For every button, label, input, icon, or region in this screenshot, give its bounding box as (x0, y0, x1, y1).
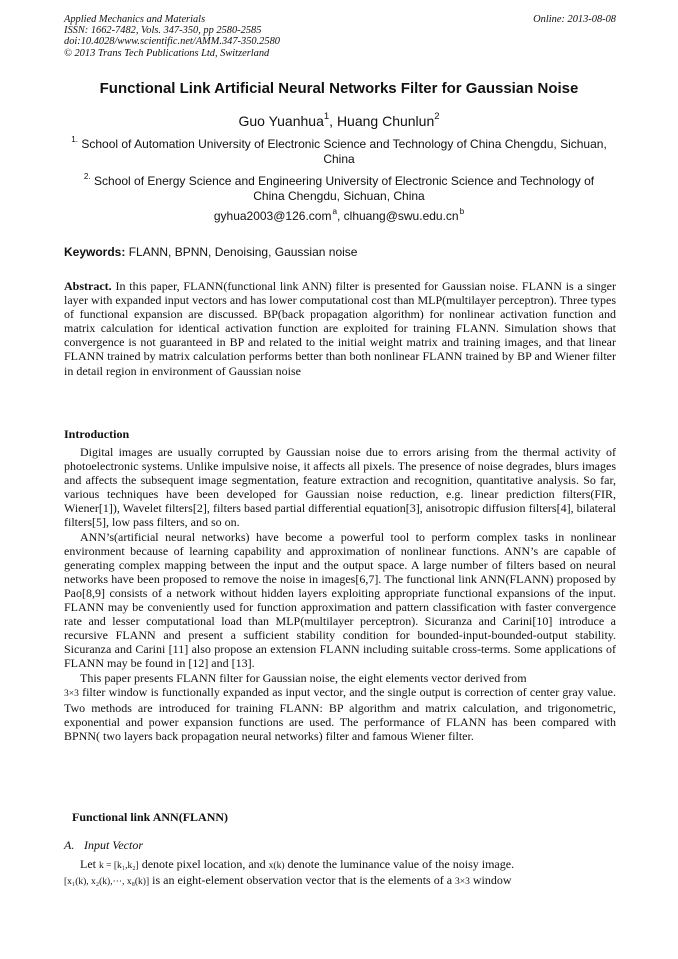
keywords (64, 245, 616, 260)
math-observation-vector: [x₁(k), x₂(k),⋯, x₈(k)] (64, 877, 150, 888)
journal-copyright: © 2013 Trans Tech Publications Ltd, Switzerland (64, 47, 270, 59)
online-date: Online: 2013-08-08 (533, 14, 616, 25)
paragraph (64, 671, 616, 743)
paragraph-text: window (469, 873, 512, 888)
paragraph-text: is an eight-element observation vector that is the elements of a (149, 873, 456, 888)
subsection-heading (64, 838, 143, 852)
author-name: Huang Chunlun (336, 113, 435, 129)
math-window-size: 3×3 (64, 688, 79, 699)
paragraph-text: This paper presents FLANN filter for Gaussian noise, the eight elements vector derived from (80, 670, 527, 685)
author-name: Guo Yuanhua (238, 113, 324, 129)
math-pixel-location: k = [k₁,k₂] (99, 861, 139, 871)
email-mark: a (332, 207, 337, 217)
paragraph-text: Let (80, 857, 99, 871)
abstract-text: In this paper, FLANN(functional link ANN) filter is presented for Gaussian noise. FLANN is a singer layer with expanded input vectors and has lower computational cost than MLP(multilayer perceptron). Three types of functional expansion are discussed. BP(back propagation algorithm) for nonlinear activation function and matrix calculation for identical activation function are exploited for training FLANN. Simulation shows that convergence is not guaranteed in BP and related to the initial weight matrix and training images, and that linear FLANN trained by matrix calculation performs better than both nonlinear FLANN trained by BP and Wiener filter in detail region in environment of Gaussian noise (64, 279, 616, 378)
affiliation (70, 137, 608, 167)
section-heading-flann: Functional link ANN(FLANN) (72, 810, 229, 824)
email-mark: b (459, 207, 465, 217)
affiliation-mark: 2. (83, 172, 91, 182)
subsection-title: Input Vector (84, 838, 143, 852)
journal-header (64, 14, 616, 59)
math-window-size: 3×3 (455, 877, 470, 888)
affiliation-text: School of Automation University of Electronic Science and Technology of China Chengdu, Sichuan, China (81, 137, 607, 166)
keywords-text: FLANN, BPNN, Denoising, Gaussian noise (128, 245, 358, 259)
math-luminance: x(k) (268, 861, 285, 871)
journal-name: Applied Mechanics and Materials (64, 14, 206, 25)
author-email: clhuang@swu.edu.cn (343, 209, 459, 223)
email-separator: , (337, 209, 344, 223)
introduction-body (64, 445, 616, 743)
paragraph-text: filter window is functionally expanded as input vector, and the single output is correction of center gray value. Two methods are introduced for training FLANN: BP algorithm and matrix calculation, and trigonometric, exponential and power expansion functions are used. The performance of FLANN has been compared with BPNN( two layers back propagation neural networks) filter and famous Wiener filter. (64, 684, 616, 743)
journal-issn: ISSN: 1662-7482, Vols. 347-350, pp 2580-2585 (64, 25, 262, 37)
paragraph (64, 857, 616, 889)
subsection-number: A. (64, 838, 75, 852)
abstract-label: Abstract. (64, 279, 112, 293)
affiliation-mark: 1 (323, 111, 330, 123)
journal-doi: doi:10.4028/www.scientific.net/AMM.347-350.2580 (64, 36, 280, 48)
author-separator: , (329, 113, 337, 129)
paragraph-text: denote pixel location, and (138, 857, 269, 871)
section-heading-introduction: Introduction (64, 427, 130, 441)
abstract (64, 279, 616, 378)
author-email: gyhua2003@126.com (213, 209, 332, 223)
paper-title: Functional Link Artificial Neural Networks Filter for Gaussian Noise (99, 80, 579, 97)
keywords-label: Keywords: (64, 245, 126, 259)
affiliation-text: School of Energy Science and Engineering University of Electronic Science and Technology of China Chengdu, Sichuan, China (94, 174, 595, 203)
affiliation-mark: 1. (71, 135, 79, 145)
paragraph: Digital images are usually corrupted by Gaussian noise due to errors arising from the thermal activity of photoelectronic systems. Unlike impulsive noise, it affects all pixels. The presence of noise degrades, blurs images and affects the subsequent image segmentation, feature extraction and recognition, quantitative analysis. So far, various techniques have been developed for Gaussian noise reduction, e.g. linear prediction filters(FIR, Wiener[1]), Wavelet filters[2], filters based partial differential equation[3], anisotropic diffusion filters[4], bilateral filters[5], low pass filters, and so on. (64, 445, 616, 530)
paragraph: ANN’s(artificial neural networks) have become a powerful tool to perform complex tasks in nonlinear environment because of learning capability and approximation of nonlinear functions. ANN’s are capable of generating complex mapping between the input and the output space. A large number of filters based on neural networks have been proposed to remove the noise in images[6,7]. The functional link ANN(FLANN) proposed by Pao[8,9] consists of a network without hidden layers exploiting appropriate functional expansions of the input. FLANN may be conveniently used for function approximation and pattern classification with faster convergence rate and lesser computational load than MLP(multilayer perceptron). Sicuranza and Carini[10] introduce a recursive FLANN and present a sufficient stability condition for bounded-input-bounded-output stability. Sicuranza and Carini [11] also propose an extension FLANN including suitable cross-terms. Some applications of FLANN may be found in [12] and [13]. (64, 529, 616, 671)
affiliation (70, 174, 608, 204)
email-line (40, 209, 638, 224)
author-line (40, 113, 638, 129)
input-vector-body (64, 857, 616, 889)
affiliation-mark: 2 (434, 111, 440, 123)
paragraph-text: denote the luminance value of the noisy image. (284, 857, 515, 871)
